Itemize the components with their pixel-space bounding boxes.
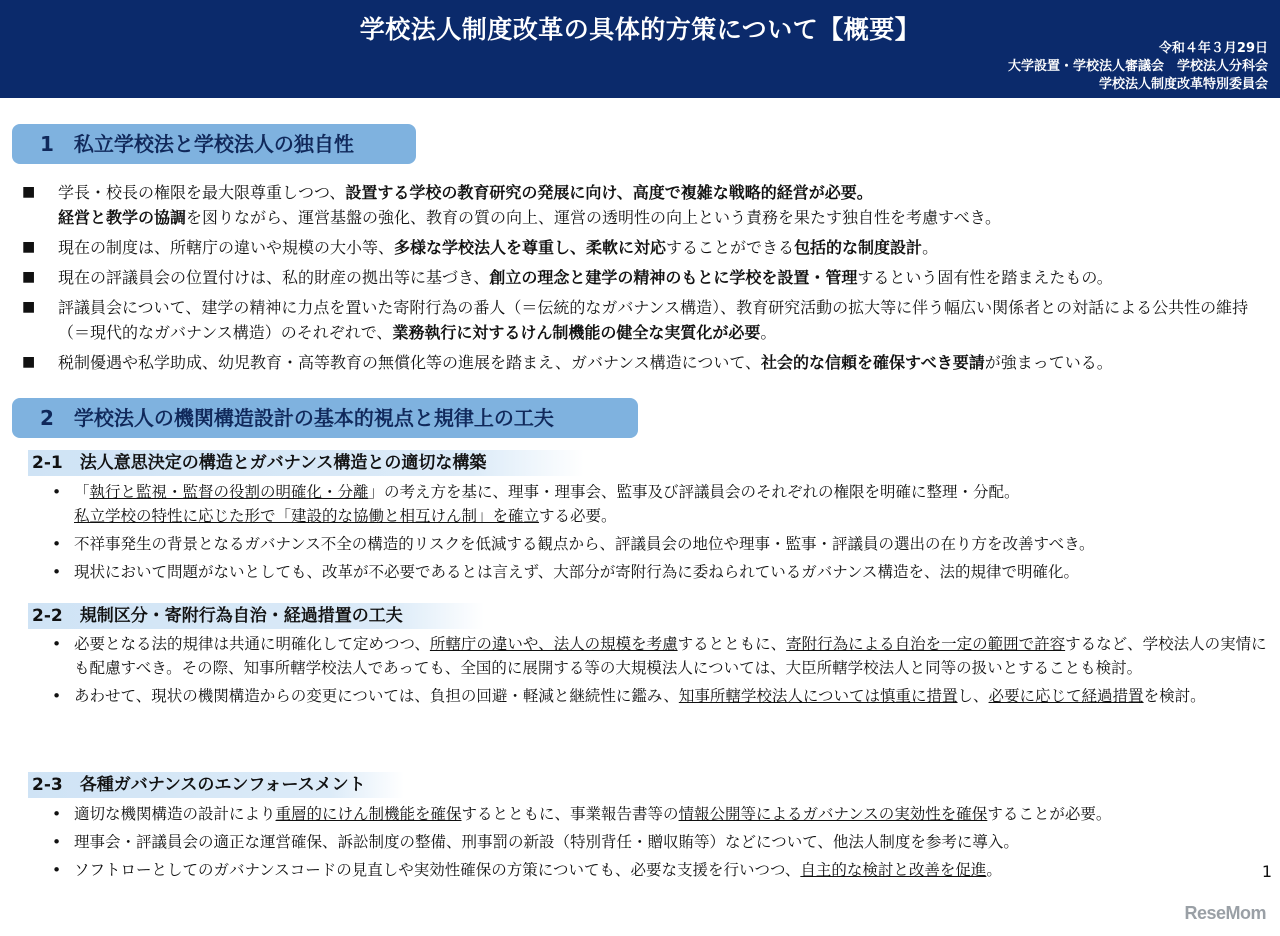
bullet-marker: ■	[22, 299, 36, 315]
list-item	[52, 560, 1272, 584]
issuer-council: 大学設置・学校法人審議会 学校法人分科会	[1007, 59, 1268, 74]
underlined-text: 私立学校の特性に応じた形で「建設的な協働と相互けん制」を確立	[74, 507, 540, 525]
text-run: 適切な機関構造の設計により	[74, 805, 276, 823]
text-run: あわせて、現状の機関構造からの変更については、負担の回避・軽減と継続性に鑑み、	[74, 687, 679, 705]
text-run: することができる	[666, 238, 795, 257]
list-item-text	[58, 180, 1272, 230]
list-item	[52, 684, 1272, 708]
text-run: するという固有性を踏まえたもの。	[857, 268, 1113, 287]
list-item-text	[74, 563, 1079, 581]
bullet-marker: •	[52, 833, 62, 851]
bullet-marker: •	[52, 483, 62, 501]
text-run: 評議員会について、建学の精神に力点を置いた寄附行為の番人（＝伝統的なガバナンス構造）、教育研究活動の拡大等に伴う幅広い関係者との対話による公共性の維持（＝現代的なガバナンス構造）のそれぞれで、	[58, 298, 1249, 342]
bullet-marker: ■	[22, 354, 36, 370]
text-run: 現在の評議員会の位置付けは、私的財産の拠出等に基づき、	[58, 268, 490, 287]
underlined-text: 寄附行為による自治を一定の範囲で許容	[786, 635, 1066, 653]
underlined-text: 所轄庁の違いや、法人の規模を考慮	[429, 635, 678, 653]
bullet-marker: •	[52, 861, 62, 879]
list-item	[22, 235, 1272, 260]
list-item-text	[58, 350, 1272, 375]
issue-date: 令和４年３月29日	[1158, 41, 1268, 56]
bullet-marker: ■	[22, 269, 36, 285]
text-run: を図りながら、運営基盤の強化、教育の質の向上、運営の透明性の向上という責務を果たす独自性を考慮すべき。	[186, 208, 1002, 227]
emphasis-text: 包括的な制度設計	[794, 238, 923, 257]
subsection-2-1-list	[52, 480, 1272, 588]
text-run: するなど、学校法人の実情にも配慮すべき。その際、知事所轄学校法人であっても、全国的に展開する等の大規模法人については、大臣所轄学校法人と同等の扱いとすることも検討。	[74, 635, 1267, 677]
underlined-text: 必要に応じて経過措置	[988, 687, 1144, 705]
list-item-text	[74, 861, 1002, 879]
text-run: 「	[74, 483, 90, 501]
list-item	[52, 480, 1272, 528]
emphasis-text: 創立の理念と建学の精神のもとに学校を設置・管理	[489, 268, 858, 287]
issuer-committee: 学校法人制度改革特別委員会	[1098, 77, 1268, 92]
list-item-text	[58, 235, 1272, 260]
bullet-marker: ■	[22, 184, 36, 200]
list-item	[52, 830, 1272, 854]
section-1-heading: 1 私立学校法と学校法人の独自性	[12, 124, 416, 164]
list-item-text	[74, 635, 1267, 677]
list-item-text	[74, 805, 1111, 823]
list-item-text	[74, 687, 1206, 705]
underlined-text: 重層的にけん制機能を確保	[275, 805, 462, 823]
page-number: 1	[1261, 862, 1272, 881]
text-run: 学長・校長の権限を最大限尊重しつつ、	[58, 183, 346, 202]
emphasis-text: 業務執行に対するけん制機能の健全な実質化が必要	[392, 323, 761, 342]
subsection-2-3-heading: 2-3 各種ガバナンスのエンフォースメント	[28, 772, 404, 798]
text-run: が強まっている。	[984, 353, 1113, 372]
subsection-2-3-list	[52, 802, 1272, 886]
subsection-2-2-list	[52, 632, 1272, 712]
list-item	[52, 532, 1272, 556]
underlined-text: 自主的な検討と改善を促進	[800, 861, 987, 879]
text-run: 現状において問題がないとしても、改革が不必要であるとは言えず、大部分が寄附行為に委ねられているガバナンス構造を、法的規律で明確化。	[74, 563, 1080, 581]
section-2-heading: 2 学校法人の機関構造設計の基本的視点と規律上の工夫	[12, 398, 638, 438]
text-run: するとともに、事業報告書等の	[461, 805, 679, 823]
text-run: 税制優遇や私学助成、幼児教育・高等教育の無償化等の進展を踏まえ、ガバナンス構造について、	[58, 353, 762, 372]
bullet-marker: ■	[22, 239, 36, 255]
bullet-marker: •	[52, 535, 62, 553]
underlined-text: 知事所轄学校法人については慎重に措置	[678, 687, 958, 705]
title-banner	[0, 0, 1280, 98]
list-item	[52, 802, 1272, 826]
list-item	[52, 632, 1272, 680]
issuer-block	[1008, 40, 1268, 94]
page-title: 学校法人制度改革の具体的方策について【概要】	[359, 15, 921, 44]
text-run: する必要。	[539, 507, 617, 525]
subsection-2-1-heading: 2-1 法人意思決定の構造とガバナンス構造との適切な構築	[28, 450, 584, 476]
bullet-marker: •	[52, 687, 62, 705]
list-item	[52, 858, 1272, 882]
list-item-text	[74, 833, 1019, 851]
text-run: を検討。	[1143, 687, 1206, 705]
bullet-marker: •	[52, 635, 62, 653]
list-item-text	[74, 483, 1020, 525]
text-run: し、	[957, 687, 989, 705]
bullet-marker: •	[52, 805, 62, 823]
list-item	[22, 295, 1272, 345]
list-item	[22, 180, 1272, 230]
bullet-marker: •	[52, 563, 62, 581]
section-1-list	[22, 180, 1272, 380]
text-run: 理事会・評議員会の適正な運営確保、訴訟制度の整備、刑事罰の新設（特別背任・贈収賄等）などについて、他法人制度を参考に導入。	[74, 833, 1019, 851]
emphasis-text: 多様な学校法人を尊重し、柔軟に対応	[394, 238, 667, 257]
text-run: 不祥事発生の背景となるガバナンス不全の構造的リスクを低減する観点から、評議員会の地位や理事・監事・評議員の選出の在り方を改善すべき。	[74, 535, 1095, 553]
underlined-text: 執行と監視・監督の役割の明確化・分離	[89, 483, 369, 501]
underlined-text: 情報公開等によるガバナンスの実効性を確保	[678, 805, 988, 823]
text-run: 」の考え方を基に、理事・理事会、監事及び評議員会のそれぞれの権限を明確に整理・分配。	[368, 483, 1020, 501]
list-item-text	[58, 265, 1272, 290]
subsection-2-2-heading: 2-2 規制区分・寄附行為自治・経過措置の工夫	[28, 603, 484, 629]
text-run: 。	[760, 323, 777, 342]
text-run: 。	[986, 861, 1002, 879]
text-run: 現在の制度は、所轄庁の違いや規模の大小等、	[58, 238, 395, 257]
text-run: 。	[922, 238, 939, 257]
text-run: することが必要。	[987, 805, 1112, 823]
text-run: ソフトローとしてのガバナンスコードの見直しや実効性確保の方策についても、必要な支援を行いつつ、	[74, 861, 801, 879]
resemom-logo: ReseMom	[1184, 903, 1266, 923]
list-item	[22, 265, 1272, 290]
emphasis-text: 経営と教学の協調	[58, 208, 187, 227]
emphasis-text: 設置する学校の教育研究の発展に向け、高度で複雑な戦略的経営が必要。	[345, 183, 873, 202]
text-run: するとともに、	[677, 635, 787, 653]
list-item-text	[58, 295, 1272, 345]
emphasis-text: 社会的な信頼を確保すべき要請	[761, 353, 985, 372]
list-item	[22, 350, 1272, 375]
text-run: 必要となる法的規律は共通に明確化して定めつつ、	[74, 635, 430, 653]
list-item-text	[74, 535, 1095, 553]
